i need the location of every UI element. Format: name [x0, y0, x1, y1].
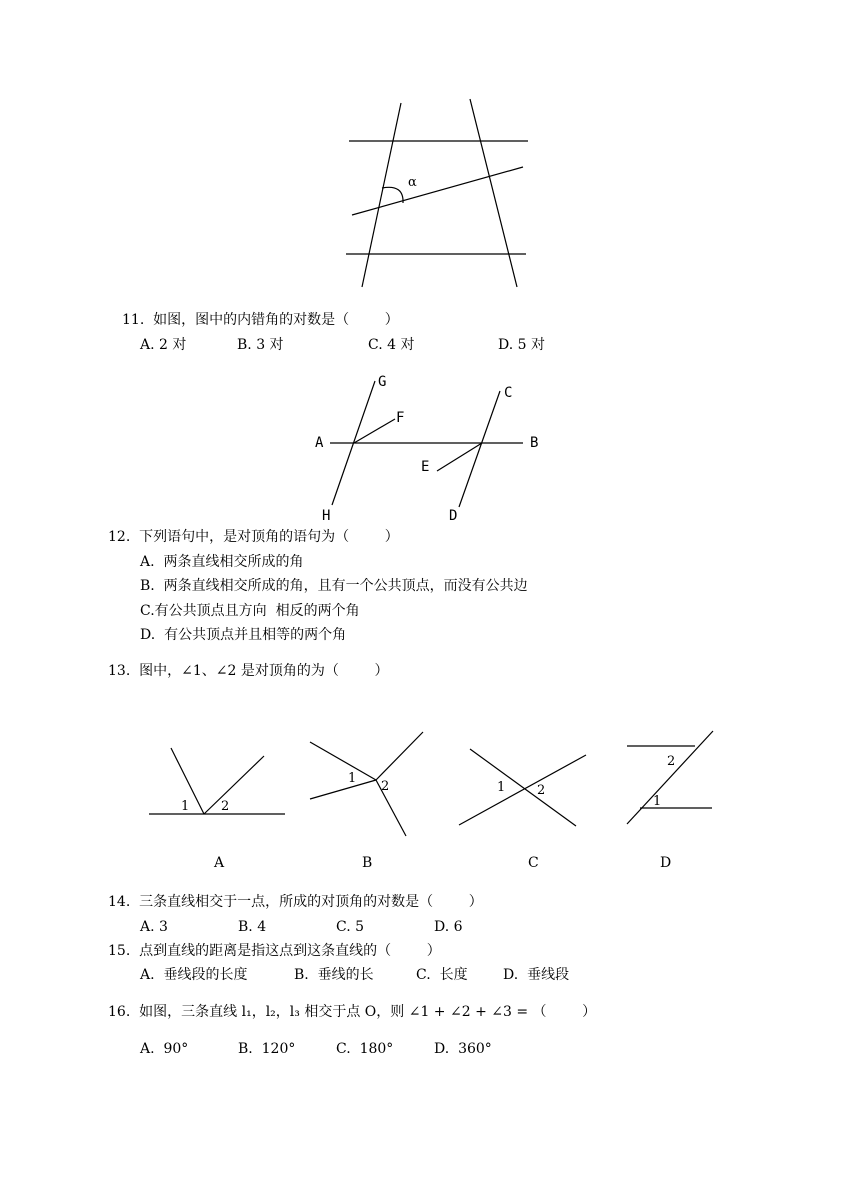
q13-caption-a: A: [214, 855, 225, 871]
fig13-option-b: [310, 732, 423, 836]
fig13c-angle-1: 1: [497, 780, 506, 795]
q12-option-c: C.有公共顶点且方向 相反的两个角: [140, 603, 360, 619]
fig13d-transversal: [627, 731, 713, 824]
q15-option-c: C. 长度: [416, 967, 468, 983]
q11-option-c: C. 4 对: [368, 337, 415, 353]
fig13a-angle-1: 1: [181, 799, 190, 814]
q14-option-d: D. 6: [434, 919, 463, 935]
fig12-label-a: A: [315, 435, 324, 451]
fig13b-ray-upper-left: [310, 742, 376, 780]
q12-stem: 12. 下列语句中，是对顶角的语句为（ ）: [108, 529, 399, 545]
fig13c-angle-2: 2: [537, 783, 546, 798]
fig13b-ray-lower-left: [310, 780, 376, 799]
fig13b-ray-upper-right: [376, 732, 423, 780]
q13-caption-d: D: [660, 855, 672, 871]
q16-option-a: A. 90°: [140, 1041, 189, 1057]
fig12-label-g: G: [378, 374, 387, 390]
q13-stem: 13. 图中，∠1、∠2 是对顶角的为（ ）: [108, 663, 389, 679]
q14-option-c: C. 5: [336, 919, 365, 935]
q11-option-a: A. 2 对: [140, 337, 187, 353]
q12-option-a: A. 两条直线相交所成的角: [140, 554, 304, 570]
fig13-option-c: [459, 749, 586, 826]
fig11-alpha-label: α: [408, 175, 417, 190]
fig12-label-f: F: [396, 410, 405, 426]
fig13b-angle-1: 1: [348, 771, 357, 786]
q16-option-b: B. 120°: [238, 1041, 296, 1057]
q15-stem: 15. 点到直线的距离是指这点到这条直线的（ ）: [108, 943, 441, 959]
fig13c-line-1: [470, 749, 576, 826]
fig13-option-d: [627, 731, 713, 824]
q15-option-d: D. 垂线段: [503, 967, 570, 983]
fig12-label-b: B: [530, 435, 539, 451]
q11-stem: 11. 如图，图中的内错角的对数是（ ）: [122, 312, 399, 328]
fig13d-angle-2: 2: [667, 754, 676, 769]
fig12-label-d: D: [449, 508, 458, 524]
q14-option-b: B. 4: [238, 919, 267, 935]
fig12-label-e: E: [421, 459, 430, 475]
q14-option-a: A. 3: [140, 919, 168, 935]
q12-option-b: B. 两条直线相交所成的角，且有一个公共顶点，而没有公共边: [140, 578, 528, 594]
q14-stem: 14. 三条直线相交于一点，所成的对顶角的对数是（ ）: [108, 894, 483, 910]
q11-option-d: D. 5 对: [498, 337, 545, 353]
fig13a-right-ray: [204, 756, 264, 814]
fig13b-angle-2: 2: [381, 779, 390, 794]
fig12-label-h: H: [322, 508, 331, 524]
fig12-label-c: C: [504, 385, 513, 401]
fig13d-angle-1: 1: [653, 794, 662, 809]
fig13a-angle-2: 2: [221, 799, 230, 814]
q13-caption-b: B: [362, 855, 373, 871]
fig13-option-a: [149, 748, 285, 814]
q16-stem: 16. 如图，三条直线 l₁，l₂，l₃ 相交于点 O，则 ∠1 + ∠2 + ∠3 = （ ）: [108, 1004, 597, 1020]
fig13c-line-2: [459, 755, 586, 825]
q11-option-b: B. 3 对: [237, 337, 284, 353]
q15-option-b: B. 垂线的长: [294, 967, 374, 983]
q15-option-a: A. 垂线段的长度: [140, 967, 248, 983]
q16-option-d: D. 360°: [434, 1041, 492, 1057]
q13-caption-c: C: [528, 855, 539, 871]
q12-option-d: D. 有公共顶点并且相等的两个角: [140, 627, 347, 643]
q16-option-c: C. 180°: [336, 1041, 394, 1057]
